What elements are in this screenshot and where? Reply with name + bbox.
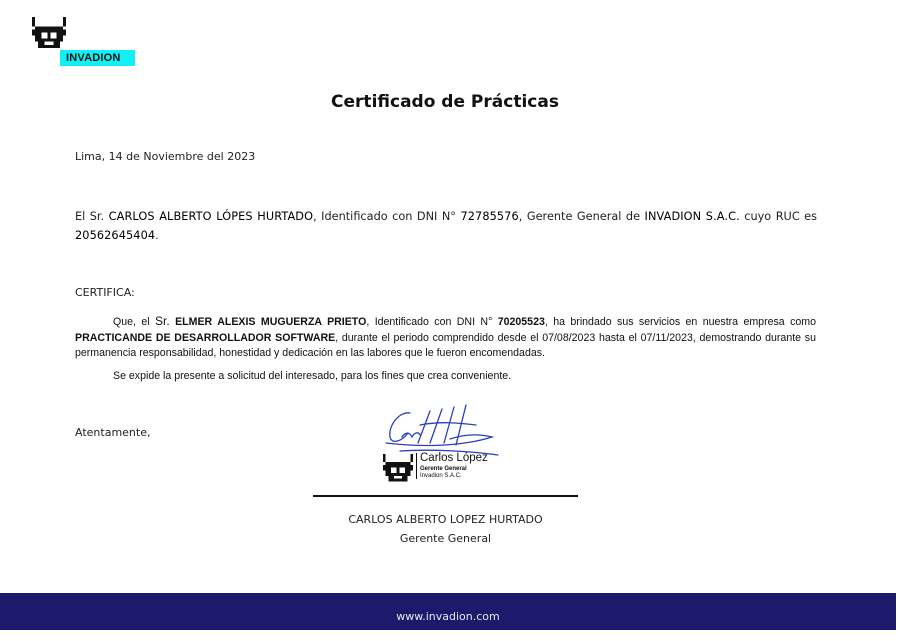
brand-badge: INVADION bbox=[60, 50, 135, 66]
body-text: , durante el periodo comprendido desde el 07/08/2023 hasta el 07/11/2023, demostrando durante su permanencia responsabilidad, honestidad y dedicación en las labores que le fueron encomendadas. bbox=[75, 331, 816, 359]
footer-website-link[interactable]: www.invadion.com bbox=[396, 610, 500, 623]
date-line: Lima, 14 de Noviembre del 2023 bbox=[75, 150, 256, 163]
certification-paragraph bbox=[75, 314, 816, 362]
intern-position: PRACTICANDE DE DESARROLLADOR SOFTWARE bbox=[75, 331, 336, 344]
certifica-label: CERTIFICA: bbox=[75, 286, 135, 299]
stamp-company: Invadion S.A.C. bbox=[420, 472, 462, 479]
page-title: Certificado de Prácticas bbox=[331, 92, 559, 112]
company-name: INVADION S.A.C. bbox=[644, 210, 740, 223]
body-text: , Identificado con DNI N° bbox=[366, 316, 498, 328]
issuer-dni: 72785576 bbox=[460, 210, 519, 223]
intro-paragraph bbox=[75, 207, 817, 245]
stamp-invader-icon bbox=[383, 454, 413, 484]
intro-text: , Gerente General de bbox=[518, 210, 645, 223]
signer-name: CARLOS ALBERTO LOPEZ HURTADO bbox=[348, 513, 543, 526]
handwritten-signature-icon bbox=[380, 403, 510, 458]
signature-block bbox=[380, 403, 510, 489]
signer-role: Gerente General bbox=[399, 532, 492, 545]
invader-icon bbox=[32, 17, 66, 51]
issuer-name: CARLOS ALBERTO LÓPES HURTADO bbox=[108, 210, 314, 223]
stamp-role: Gerente General bbox=[420, 465, 467, 472]
footer-bar bbox=[0, 593, 896, 630]
body-text: , ha brindado sus servicios en nuestra empresa como bbox=[544, 316, 816, 328]
intro-text: , Identificado con DNI N° bbox=[313, 210, 461, 223]
signature-stamp bbox=[416, 453, 488, 479]
body-text: Sr. bbox=[155, 314, 170, 328]
signature-line bbox=[313, 495, 578, 497]
issuance-paragraph: Se expide la presente a solicitud del interesado, para los fines que crea conveniente. bbox=[113, 370, 512, 382]
company-ruc: 20562645404 bbox=[75, 229, 156, 242]
intern-dni: 70205523 bbox=[497, 316, 545, 328]
intro-text: cuyo RUC es bbox=[739, 210, 818, 223]
body-text: Que, el bbox=[113, 316, 156, 328]
intro-text: El Sr. bbox=[75, 210, 109, 223]
closing-text: Atentamente, bbox=[75, 426, 151, 439]
stamp-name: Carlos López bbox=[420, 452, 488, 464]
intern-name: ELMER ALEXIS MUGUERZA PRIETO bbox=[175, 316, 367, 328]
intro-text: . bbox=[155, 229, 159, 242]
